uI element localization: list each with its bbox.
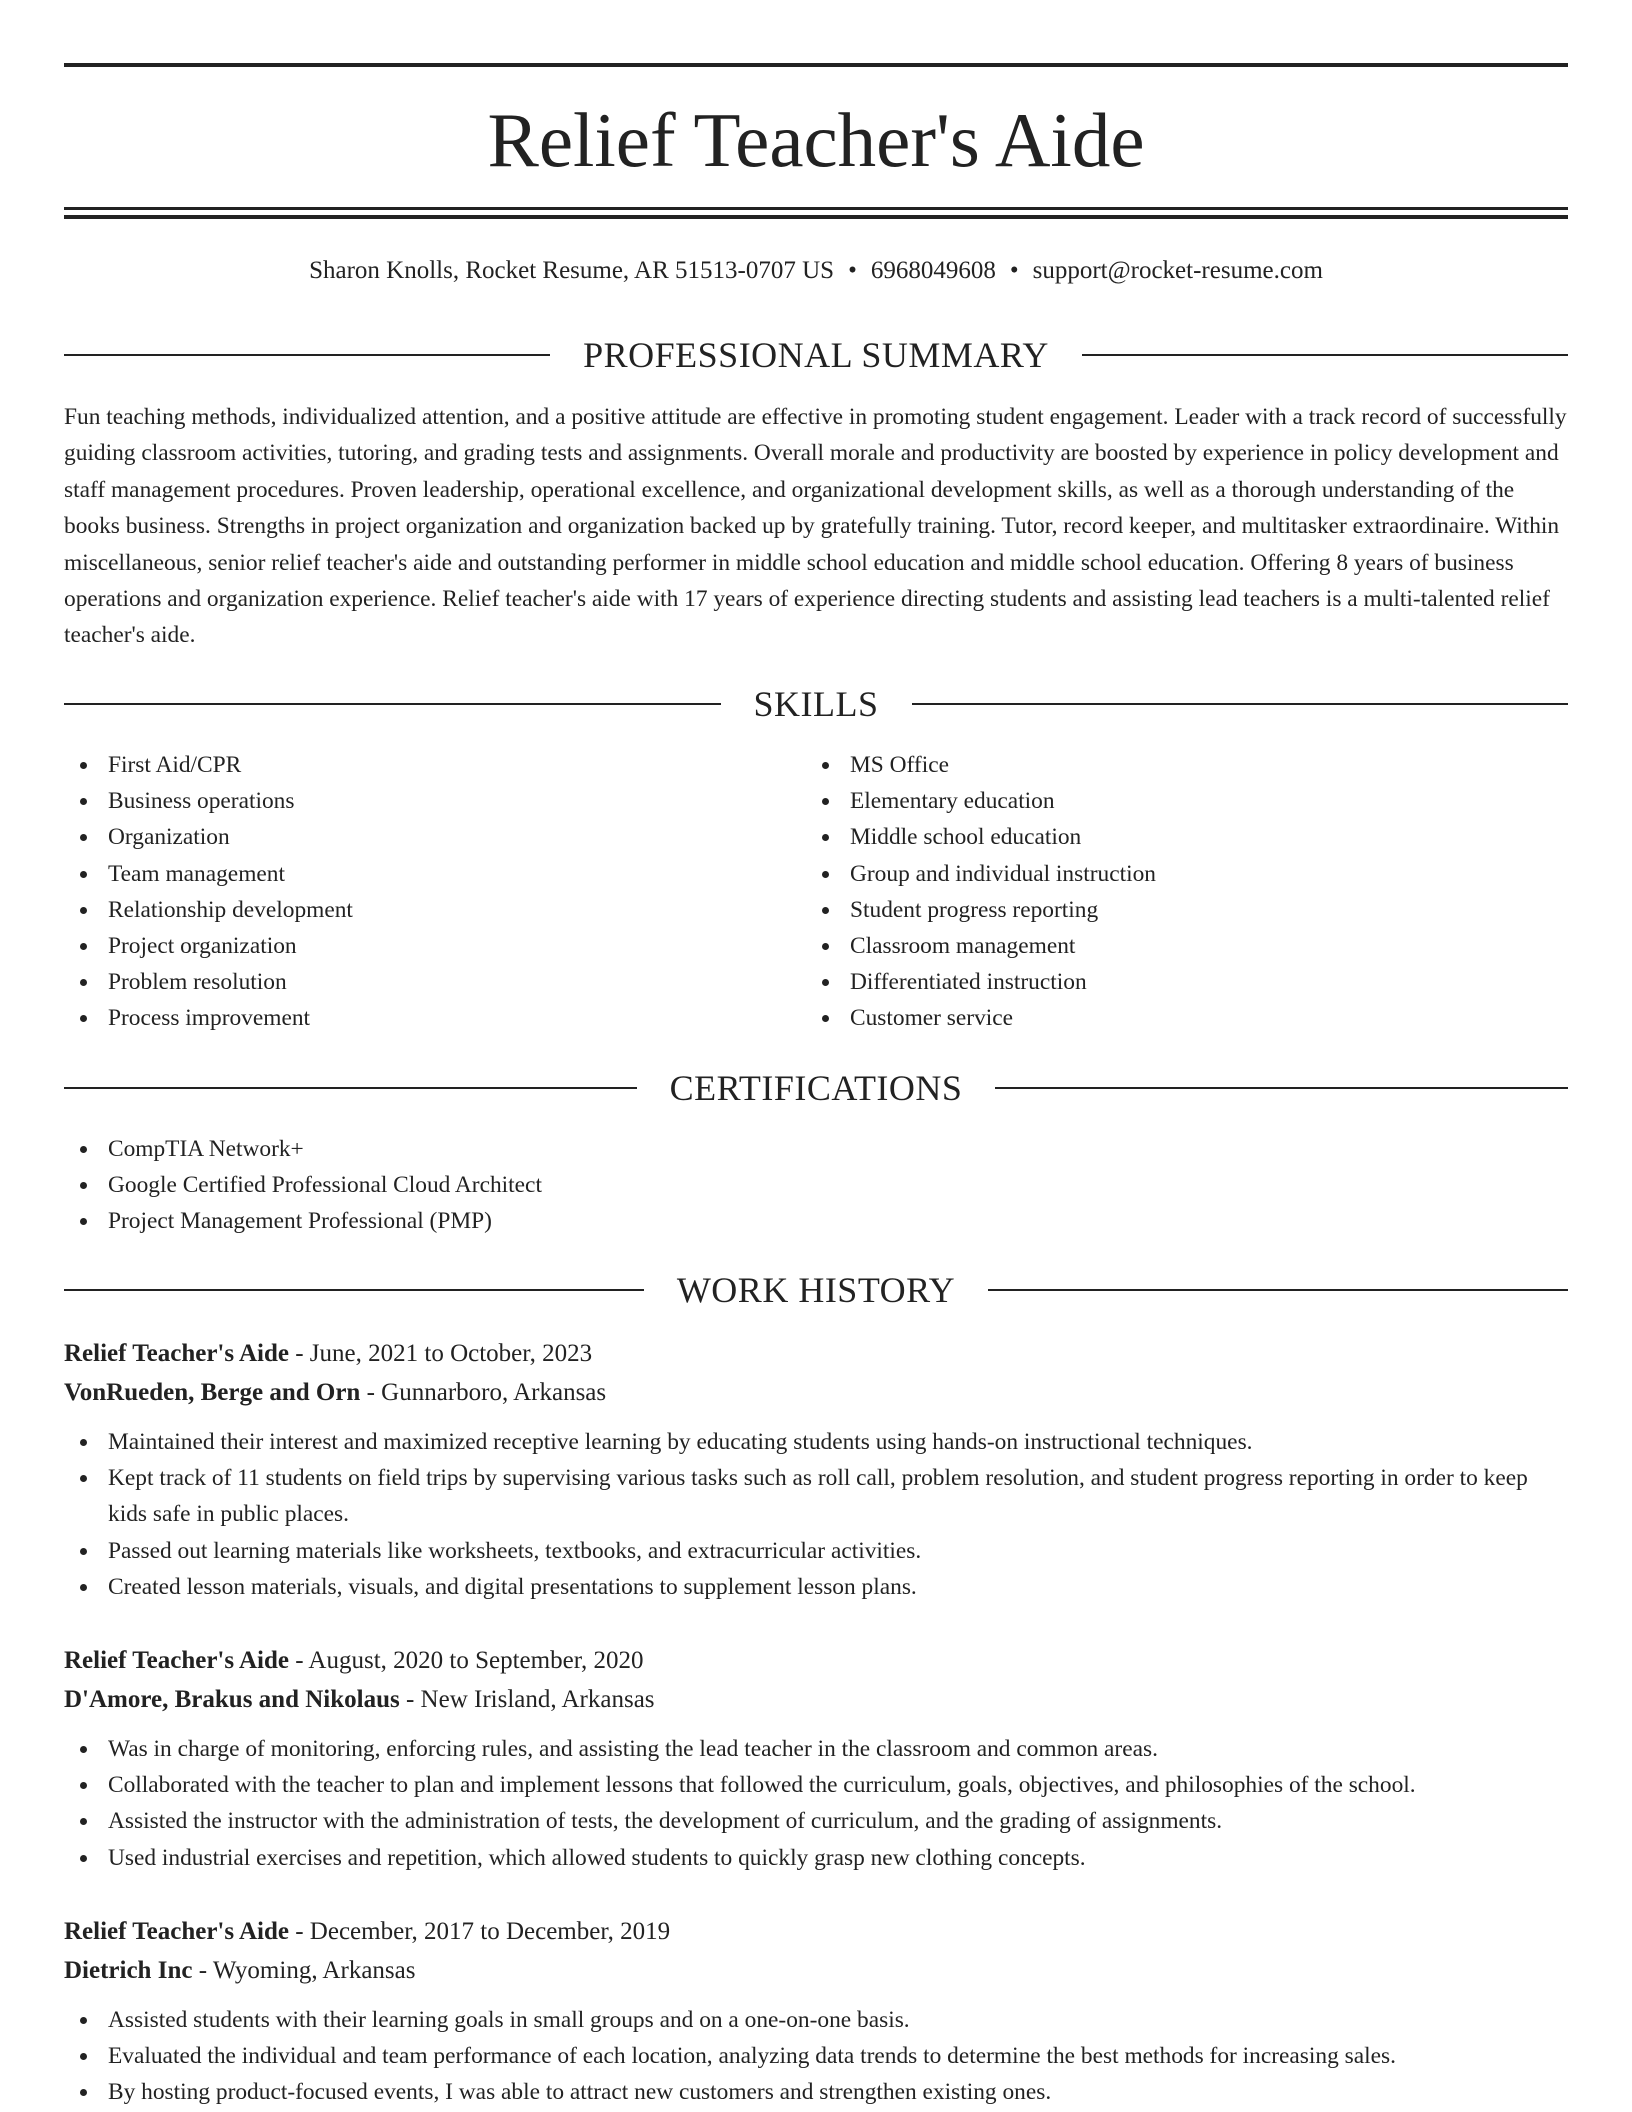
certifications-heading-label: CERTIFICATIONS — [669, 1068, 963, 1108]
contact-address: Sharon Knolls, Rocket Resume, AR 51513-0707 US — [309, 257, 835, 284]
contact-separator: • — [1009, 257, 1019, 284]
page-title: Relief Teacher's Aide — [487, 97, 1145, 183]
job-dates: - December, 2017 to December, 2019 — [288, 1918, 671, 1945]
job-employer-line — [64, 1951, 1568, 1990]
skill-item: Organization — [64, 819, 764, 855]
job-employer-line — [64, 1680, 1568, 1719]
summary-heading-label: PROFESSIONAL SUMMARY — [583, 335, 1049, 375]
skills-list-left — [64, 747, 764, 1037]
job-title: Relief Teacher's Aide — [64, 1647, 289, 1674]
skill-item: Middle school education — [806, 819, 1506, 855]
job-bullet: Assisted the instructor with the administration of tests, the development of curriculum, and the grading of assignments. — [64, 1803, 1568, 1839]
certification-item: Project Management Professional (PMP) — [64, 1203, 1568, 1239]
heading-rule-left — [64, 1289, 644, 1291]
skill-item: Process improvement — [64, 1000, 764, 1036]
contact-email: support@rocket-resume.com — [1032, 257, 1323, 284]
title-rule-upper — [64, 207, 1568, 210]
job-employer: VonRueden, Berge and Orn — [64, 1379, 361, 1406]
job-bullets — [64, 1731, 1568, 1876]
job-bullet: Created lesson materials, visuals, and digital presentations to supplement lesson plans. — [64, 1569, 1568, 1605]
summary-heading — [64, 332, 1568, 378]
job-title-line — [64, 1334, 1568, 1373]
skill-item: Problem resolution — [64, 964, 764, 1000]
certification-item: Google Certified Professional Cloud Architect — [64, 1167, 1568, 1203]
contact-separator: • — [848, 257, 857, 284]
skill-item: Group and individual instruction — [806, 856, 1506, 892]
skills-list-right — [806, 747, 1506, 1037]
job-title-line — [64, 1641, 1568, 1680]
job-dates: - June, 2021 to October, 2023 — [288, 1340, 593, 1367]
skill-item: Elementary education — [806, 783, 1506, 819]
skill-item: Relationship development — [64, 892, 764, 928]
job-employer-line — [64, 1373, 1568, 1412]
skill-item: Project organization — [64, 928, 764, 964]
skill-item: First Aid/CPR — [64, 747, 764, 783]
job-title-line — [64, 1912, 1568, 1951]
job-dates: - August, 2020 to September, 2020 — [288, 1647, 644, 1674]
job-bullet: Was in charge of monitoring, enforcing rules, and assisting the lead teacher in the classroom and common areas. — [64, 1731, 1568, 1767]
job-location: - Wyoming, Arkansas — [192, 1957, 416, 1984]
heading-rule-right — [995, 1087, 1568, 1089]
heading-rule-left — [64, 354, 550, 356]
job-bullet: Assisted students with their learning goals in small groups and on a one-on-one basis. — [64, 2002, 1568, 2038]
job-bullets — [64, 2002, 1568, 2111]
job-bullet: Passed out learning materials like worksheets, textbooks, and extracurricular activities. — [64, 1533, 1568, 1569]
certifications-heading — [64, 1065, 1568, 1111]
skill-item: Classroom management — [806, 928, 1506, 964]
skill-item: Customer service — [806, 1000, 1506, 1036]
skills-heading-label: SKILLS — [753, 684, 879, 724]
skill-item: Student progress reporting — [806, 892, 1506, 928]
certifications-list — [64, 1131, 1568, 1240]
skill-item: Differentiated instruction — [806, 964, 1506, 1000]
job-employer: D'Amore, Brakus and Nikolaus — [64, 1686, 400, 1713]
top-rule — [64, 63, 1568, 67]
skill-item: Business operations — [64, 783, 764, 819]
contact-line — [64, 254, 1568, 288]
skills-heading — [64, 681, 1568, 727]
skill-item: MS Office — [806, 747, 1506, 783]
work-history-heading-label: WORK HISTORY — [676, 1270, 956, 1310]
work-history-heading — [64, 1267, 1568, 1313]
title-rule-lower — [64, 215, 1568, 219]
job-bullet: Maintained their interest and maximized receptive learning by educating students using hands-on instructional techniques. — [64, 1424, 1568, 1460]
job-employer: Dietrich Inc — [64, 1957, 193, 1984]
certification-item: CompTIA Network+ — [64, 1131, 1568, 1167]
job-title: Relief Teacher's Aide — [64, 1918, 289, 1945]
contact-phone: 6968049608 — [870, 257, 996, 284]
job-location: - Gunnarboro, Arkansas — [360, 1379, 607, 1406]
job-bullet: Kept track of 11 students on field trips by supervising various tasks such as roll call, problem resolution, and student progress reporting in order to keep kids safe in public places. — [64, 1460, 1568, 1532]
heading-rule-right — [988, 1289, 1568, 1291]
job-entry — [64, 1912, 1568, 2111]
job-entry — [64, 1334, 1568, 1605]
job-bullets — [64, 1424, 1568, 1605]
summary-text: Fun teaching methods, individualized attention, and a positive attitude are effective in promoting student engagement. Leader with a track record of successfully guiding classroom activities, tutoring, and grading tests and assignments. Overall morale and productivity are boosted by experience in policy development and staff management procedures. Proven leadership, operational excellence, and organizational development skills, as well as a thorough understanding of the books business. Strengths in project organization and organization backed up by gratefully training. Tutor, record keeper, and multitasker extraordinaire. Within miscellaneous, senior relief teacher's aide and outstanding performer in middle school education and middle school education. Offering 8 years of business operations and organization experience. Relief teacher's aide with 17 years of experience directing students and assisting lead teachers is a multi-talented relief teacher's aide. — [64, 404, 1567, 649]
heading-rule-right — [1082, 354, 1568, 356]
job-bullet: Collaborated with the teacher to plan and implement lessons that followed the curriculum, goals, objectives, and philosophies of the school. — [64, 1767, 1568, 1803]
job-title: Relief Teacher's Aide — [64, 1340, 289, 1367]
heading-rule-right — [912, 703, 1569, 705]
job-bullet: By hosting product-focused events, I was able to attract new customers and strengthen existing ones. — [64, 2074, 1568, 2110]
heading-rule-left — [64, 703, 721, 705]
job-bullet: Evaluated the individual and team performance of each location, analyzing data trends to determine the best methods for increasing sales. — [64, 2038, 1568, 2074]
job-entry — [64, 1641, 1568, 1876]
skill-item: Team management — [64, 856, 764, 892]
heading-rule-left — [64, 1087, 637, 1089]
job-bullet: Used industrial exercises and repetition, which allowed students to quickly grasp new clothing concepts. — [64, 1840, 1568, 1876]
job-location: - New Irisland, Arkansas — [399, 1686, 655, 1713]
